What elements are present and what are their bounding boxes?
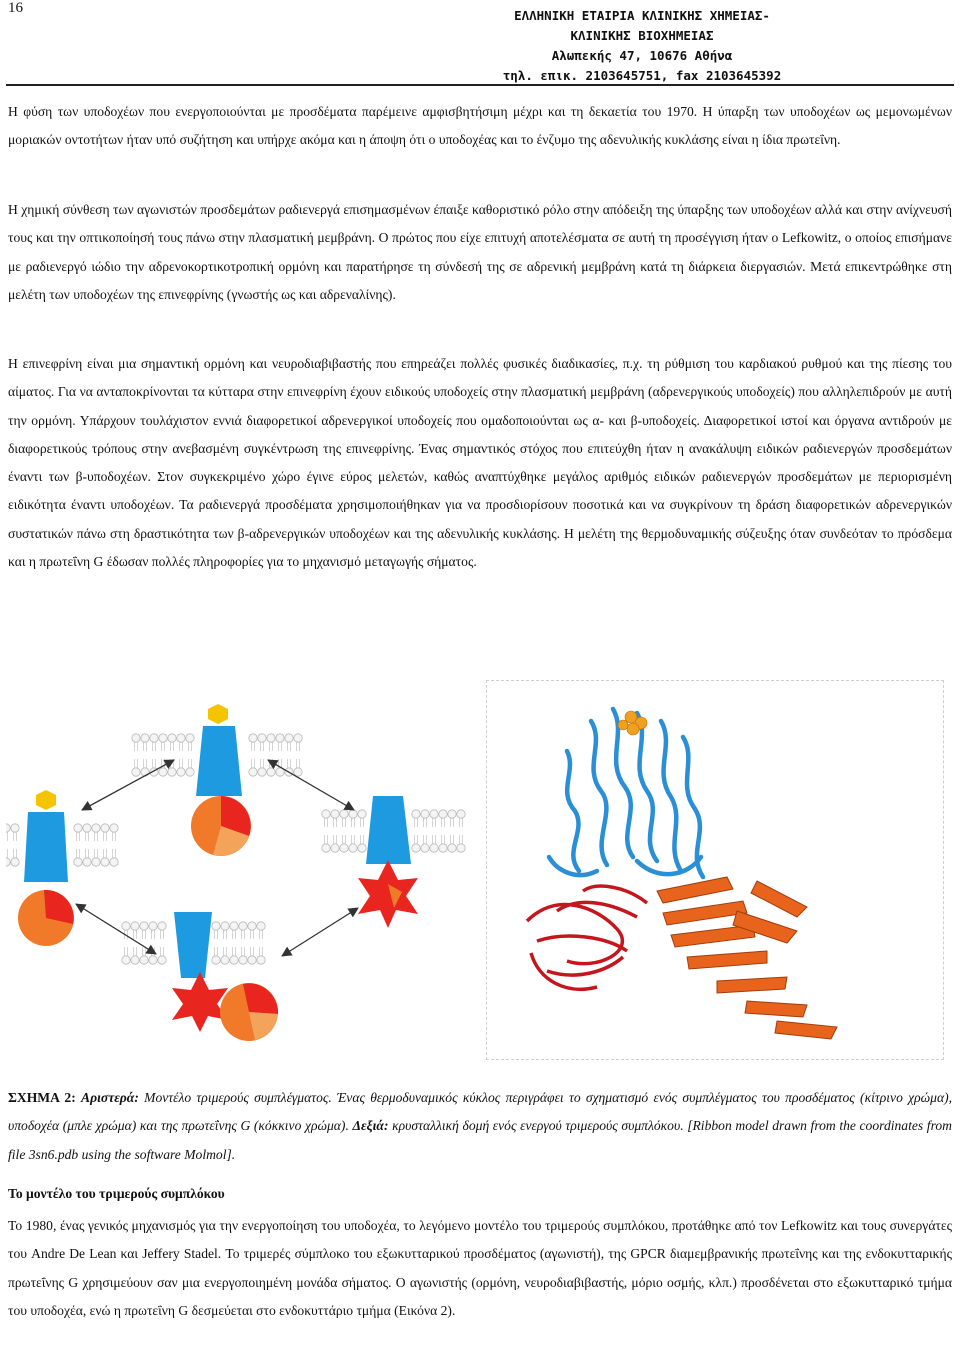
header-block [492, 6, 792, 86]
lipid-lower [11, 849, 19, 866]
caption-left-label: Αριστερά: [81, 1090, 139, 1105]
lipid-lower [448, 835, 456, 852]
gprotein-bottom-pie [220, 983, 278, 1041]
lipid-lower [257, 947, 265, 964]
lipid-upper [159, 734, 167, 751]
receptor-bottom [174, 912, 212, 978]
lipid-lower [221, 947, 229, 964]
lipid-lower [6, 849, 10, 866]
caption-right-text: κρυσταλλική δομή ενός ενεργού τριμερούς συμπλόκου. [Ribbon model drawn from the coordinates from file 3sn6.pdb using the software Molmol]. [8, 1118, 952, 1162]
lipid-lower [101, 849, 109, 866]
header-rule [6, 84, 954, 86]
lipid-upper [6, 824, 10, 841]
lipid-upper [457, 810, 465, 827]
figure-caption [8, 1084, 952, 1169]
lipid-lower [322, 835, 330, 852]
header-line-2: ΚΛΙΝΙΚΗΣ ΒΙΟΧΗΜΕΙΑΣ [570, 28, 714, 43]
lipid-upper [11, 824, 19, 841]
lipid-upper [276, 734, 284, 751]
lipid-lower [186, 759, 194, 776]
lipid-lower [248, 947, 256, 964]
lipid-upper [141, 734, 149, 751]
lipid-upper [331, 810, 339, 827]
receptor-left [24, 812, 68, 882]
lipid-lower [412, 835, 420, 852]
lipid-lower [150, 759, 158, 776]
lipid-upper [267, 734, 275, 751]
lipid-lower [177, 759, 185, 776]
lipid-lower [212, 947, 220, 964]
crystal-structure-svg [487, 681, 943, 1059]
figure-left-cycle-diagram [6, 686, 466, 1056]
receptor-helices [549, 709, 703, 877]
lipid-lower [122, 947, 130, 964]
gprotein-left [18, 890, 74, 946]
lipid-upper [158, 922, 166, 939]
lipid-lower [249, 759, 257, 776]
lipid-upper [74, 824, 82, 841]
lipid-upper [140, 922, 148, 939]
lipid-upper [349, 810, 357, 827]
lipid-upper [132, 734, 140, 751]
gprotein-red-subunit [527, 886, 647, 989]
arrow-bottom-right [282, 908, 358, 956]
section-title: Το μοντέλο του τριμερούς συμπλόκου [8, 1186, 225, 1201]
receptor-top [196, 726, 242, 796]
caption-label: ΣΧΗΜΑ 2: [8, 1090, 76, 1105]
lipid-lower [430, 835, 438, 852]
lipid-upper [439, 810, 447, 827]
paragraph-3: Η επινεφρίνη είναι μια σημαντική ορμόνη και νευροδιαβιβαστής που επηρεάζει πολλές φυσικές διαδικασίες, π.χ. τη ρύθμιση του καρδιακού ρυθμού και της πίεσης του αίματος. Για να ανταποκρίνονται τα κύτταρα στην επινεφρίνη έχουν ειδικούς υποδοχείς στην πλασματική μεμβράνη (αδρενεργικούς υποδοχείς) που αλληλεπιδρούν με αυτή την ορμόνη. Υπάρχουν τουλάχιστον εννιά διαφορετικοί αδρενεργικοί υποδοχείς που ομαδοποιούνται ως α- και β-υποδοχείς. Διαφορετικοί ιστοί και όργανα αντιδρούν με διαφορετικούς τρόπους στην ανεβασμένη συγκέντρωση της επινεφρίνης. Ένας σημαντικός στόχος που επιτεύχθη ήταν η ανακάλυψη ειδικών ραδιενεργών προσδεμάτων έναντι των β-υποδοχέων. Στον συγκεκριμένο χώρο έγινε εύρος μελετών, καθώς αναπτύχθηκε μεγάλος αριθμός ειδικών ραδιενεργών προσδεμάτων με περιορισμένη ειδικότητα έναντι υποδοχέων. Τα ραδιενεργά προσδέματα χρησιμοποιήθηκαν για να προσδιορίσουν ποσοτικά και να συγκρίνουν τη δράση διαφορετικών αδρενεργικών συστατικών πάνω στη δραστικότητα των β-αδρενεργικών υποδοχέων και της αδενυλικής κυκλάσης. Η μελέτη της θερμοδυναμικής σύζευξης όταν συνδεόταν το πρόσδεμα και η πρωτεΐνη G έδωσαν πολλές πληροφορίες για το μηχανισμό μεταγωγής σήματος. [8, 356, 952, 570]
ligand-top [208, 704, 228, 724]
lipid-upper [448, 810, 456, 827]
lipid-lower [83, 849, 91, 866]
lipid-upper [294, 734, 302, 751]
lipid-upper [149, 922, 157, 939]
lipid-lower [421, 835, 429, 852]
paragraph-1: Η φύση των υποδοχέων που ενεργοποιούνται με προσδέματα παρέμεινε αμφισβητήσιμη μέχρι και τη δεκαετία του 1970. Η ύπαρξη των υποδοχέων ως μεμονωμένων μοριακών οντοτήτων ήταν υπό συζήτηση και υπήρχε ακόμα και η άποψη ότι ο υποδοχέας και το ένζυμο της αδενυλικής κυκλάσης είναι η ίδια πρωτεΐνη. [8, 104, 952, 148]
lipid-lower [294, 759, 302, 776]
lipid-upper [212, 922, 220, 939]
lipid-upper [221, 922, 229, 939]
gprotein-right [358, 860, 418, 928]
lipid-lower [331, 835, 339, 852]
lipid-upper [110, 824, 118, 841]
lipid-lower [258, 759, 266, 776]
lipid-lower [110, 849, 118, 866]
lipid-upper [230, 922, 238, 939]
header-line-3: Αλωπεκής 47, 10676 Αθήνα [551, 48, 733, 63]
lipid-upper [249, 734, 257, 751]
figure-right-crystal-structure [486, 680, 944, 1060]
arrow-top-right [268, 760, 354, 810]
gprotein-orange-subunit [657, 877, 837, 1039]
ligand-left [36, 790, 56, 810]
lipid-upper [421, 810, 429, 827]
lipid-upper [248, 922, 256, 939]
lipid-upper [322, 810, 330, 827]
lipid-upper [285, 734, 293, 751]
page-number: 16 [8, 0, 23, 16]
receptor-right [366, 796, 411, 864]
paragraph-4: Το 1980, ένας γενικός μηχανισμός για την ενεργοποίηση του υποδοχέα, το λεγόμενο μοντέλο του τριμερούς συμπλόκου, προτάθηκε από τον Lefkowitz και τους συνεργάτες του Andre De Lean και Jeffery Stadel. Το τριμερές σύμπλοκο του εξωκυτταρικού προσδέματος (αγωνιστή), της GPCR διαμεμβρανικής πρωτεΐνης και της ενδοκυτταρικής πρωτεΐνης G χρησιμεύουν σαν μια ενεργοποιημένη μονάδα σήματος. Ο αγωνιστής (ορμόνη, νευροδιαβιβαστής, μόριο οσμής, κλπ.) προσδένεται στο εξωκυτταρικό τμήμα του υποδοχέα, ενώ η πρωτεΐνη G δεσμεύεται στο ενδοκυττάριο τμήμα (Εικόνα 2). [8, 1218, 952, 1318]
gprotein-top [191, 796, 251, 856]
lipid-upper [258, 734, 266, 751]
lipid-upper [340, 810, 348, 827]
lipid-lower [340, 835, 348, 852]
lipid-lower [439, 835, 447, 852]
lipid-upper [239, 922, 247, 939]
lipid-upper [92, 824, 100, 841]
lipid-upper [101, 824, 109, 841]
lipid-lower [349, 835, 357, 852]
header-line-4: τηλ. επικ. 2103645751, fax 2103645392 [502, 68, 782, 83]
lipid-upper [83, 824, 91, 841]
lipid-lower [92, 849, 100, 866]
lipid-lower [239, 947, 247, 964]
lipid-upper [150, 734, 158, 751]
header-line-1: ΕΛΛΗΝΙΚΗ ΕΤΑΙΡΙΑ ΚΛΙΝΙΚΗΣ ΧΗΜΕΙΑΣ- [514, 8, 770, 23]
lipid-lower [131, 947, 139, 964]
lipid-upper [131, 922, 139, 939]
lipid-lower [140, 947, 148, 964]
arrow-top-left [82, 760, 174, 810]
gprotein-bottom [172, 972, 228, 1032]
lipid-upper [177, 734, 185, 751]
lipid-upper [430, 810, 438, 827]
lipid-lower [358, 835, 366, 852]
lipid-upper [186, 734, 194, 751]
lipid-lower [158, 947, 166, 964]
cycle-diagram-svg [6, 686, 466, 1056]
caption-left-text: Μοντέλο τριμερούς συμπλέγματος. Ένας θερμοδυναμικός κύκλος περιγράφει το σχηματισμό ενός συμπλέγματος του προσδέματος (κίτρινο χρώμα), υποδοχέα (μπλε χρώμα) και της πρωτεΐνης G (κόκκινο χρώμα). [8, 1090, 952, 1134]
paragraph-2: Η χημική σύνθεση των αγωνιστών προσδεμάτων ραδιενεργά επισημασμένων έπαιξε καθοριστικό ρόλο στην απόδειξη της ύπαρξης των υποδοχέων αλλά και στην ανίχνευσή τους και την οπτικοποίησή τους πάνω στην πλασματική μεμβράνη. Ο πρώτος που είχε επιτυχή αποτελέσματα σε αυτή τη προσέγγιση ήταν ο Lefkowitz, ο οποίος επισήμανε με ραδιενεργό ιώδιο την αδρενοκορτικοτροπική ορμόνη και παρατήρησε τη σύνδεσή της σε αδρενική μεμβράνη κατά τη διάρκεια διεργασιών. Μετά επικεντρώθηκε στη μελέτη των υποδοχέων της επινεφρίνης (γνωστής ως και αδρεναλίνης). [8, 202, 952, 302]
lipid-upper [168, 734, 176, 751]
caption-right-label: Δεξιά: [352, 1118, 389, 1134]
lipid-lower [74, 849, 82, 866]
lipid-upper [412, 810, 420, 827]
lipid-lower [132, 759, 140, 776]
lipid-upper [257, 922, 265, 939]
lipid-upper [358, 810, 366, 827]
lipid-lower [230, 947, 238, 964]
lipid-lower [457, 835, 465, 852]
